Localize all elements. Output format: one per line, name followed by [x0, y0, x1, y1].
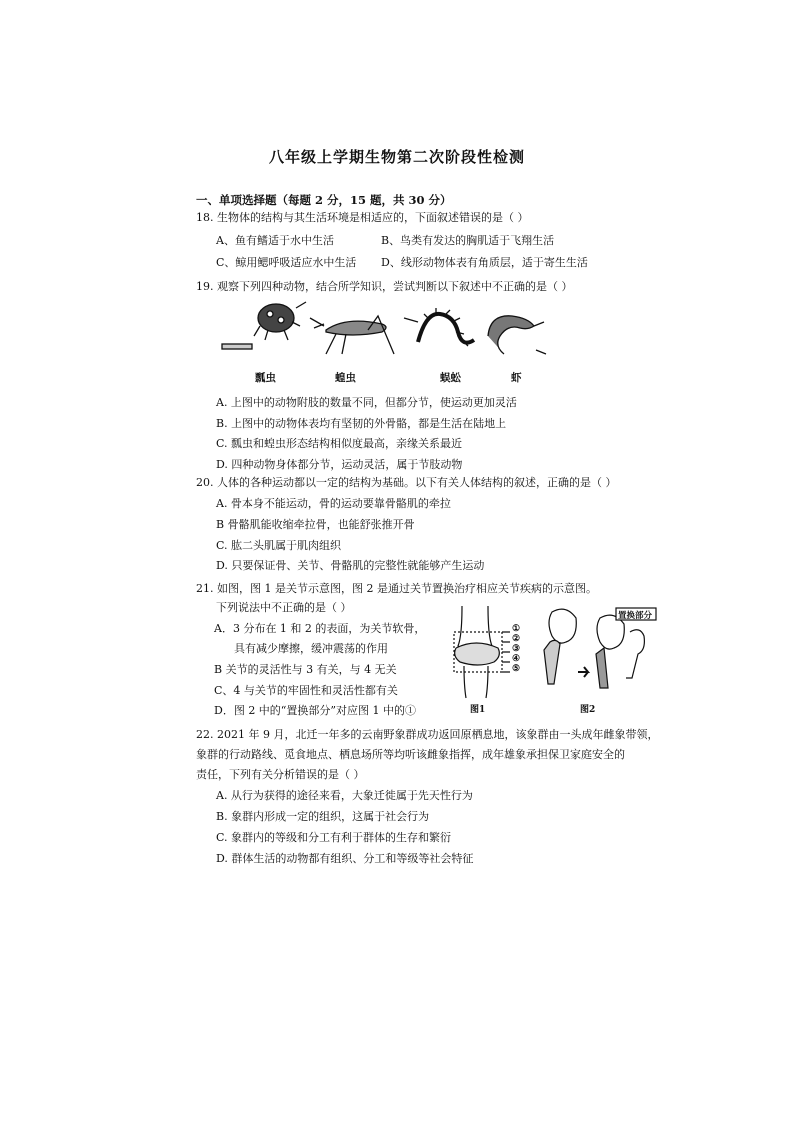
q20-stem: 20. 人体的各种运动都以一定的结构为基础。以下有关人体结构的叙述，正确的是（ ） — [196, 476, 617, 489]
q21-option-a: A．3 分布在 1 和 2 的表面，为关节软骨， — [214, 622, 426, 635]
q19-option-d: D. 四种动物身体都分节，运动灵活，属于节肢动物 — [216, 458, 463, 471]
q18-option-a: A、鱼有鳍适于水中生活 — [216, 234, 334, 247]
q22-stem-line3: 责任，下列有关分析错误的是（ ） — [196, 768, 365, 781]
q19-option-b: B. 上图中的动物体表均有坚韧的外骨骼，都是生活在陆地上 — [216, 417, 507, 430]
centipede-icon — [404, 308, 474, 346]
q22-option-b: B. 象群内形成一定的组织，这属于社会行为 — [216, 810, 430, 823]
q19-option-a: A. 上图中的动物附肢的数量不同，但都分节，使运动更加灵活 — [216, 396, 517, 409]
q21-stem-line2: 下列说法中不正确的是（ ） — [216, 601, 352, 614]
figure-1-label: 图1 — [470, 705, 486, 715]
animals-illustration — [218, 300, 558, 380]
animal-label-grasshopper: 蝗虫 — [335, 372, 356, 384]
marker-3: ③ — [512, 644, 521, 654]
section-heading: 一、单项选择题（每题 2 分，15 题，共 30 分） — [196, 193, 452, 207]
grasshopper-icon — [310, 316, 394, 354]
ladybug-icon — [222, 302, 306, 349]
q20-option-a: A. 骨本身不能运动，骨的运动要靠骨骼肌的牵拉 — [216, 497, 451, 510]
q18-option-b: B、鸟类有发达的胸肌适于飞翔生活 — [381, 234, 555, 247]
q22-option-c: C. 象群内的等级和分工有利于群体的生存和繁衍 — [216, 831, 452, 844]
animal-label-shrimp: 虾 — [511, 372, 522, 384]
q18-option-c: C、鲸用鳃呼吸适应水中生活 — [216, 256, 357, 269]
q20-option-b: B 骨骼肌能收缩牵拉骨，也能舒张推开骨 — [216, 518, 415, 531]
figure-2-label: 图2 — [580, 705, 596, 715]
q22-stem-line1: 22. 2021 年 9 月，北迁一年多的云南野象群成功返回原栖息地，该象群由一头成年雌象带领， — [196, 728, 659, 741]
page-title: 八年级上学期生物第二次阶段性检测 — [268, 148, 525, 166]
marker-4: ④ — [512, 654, 521, 664]
q21-option-a-cont: 具有减少摩擦，缓冲震荡的作用 — [234, 642, 388, 655]
q21-option-c: C、4 与关节的牢固性和灵活性都有关 — [214, 684, 398, 697]
q22-option-d: D. 群体生活的动物都有组织、分工和等级等社会特征 — [216, 852, 474, 865]
marker-1: ① — [512, 624, 521, 634]
q21-option-d: D．图 2 中的“置换部分”对应图 1 中的① — [214, 704, 417, 717]
q20-option-d: D. 只要保证骨、关节、骨骼肌的完整性就能够产生运动 — [216, 559, 485, 572]
replace-part-label: 置换部分 — [618, 611, 653, 621]
q19-stem: 19. 观察下列四种动物，结合所学知识，尝试判断以下叙述中不正确的是（ ） — [196, 280, 573, 293]
animal-label-centipede: 蜈蚣 — [440, 372, 461, 384]
q21-stem-line1: 21. 如图，图 1 是关节示意图，图 2 是通过关节置换治疗相应关节疾病的示意图。 — [196, 582, 597, 595]
q20-option-c: C. 肱二头肌属于肌肉组织 — [216, 539, 342, 552]
q22-option-a: A. 从行为获得的途径来看，大象迁徙属于先天性行为 — [216, 789, 473, 802]
shrimp-icon — [488, 316, 546, 354]
q22-stem-line2: 象群的行动路线、觅食地点、栖息场所等均听该雌象指挥，成年雄象承担保卫家庭安全的 — [196, 748, 625, 761]
q18-stem: 18. 生物体的结构与其生活环境是相适应的，下面叙述错误的是（ ） — [196, 211, 529, 224]
q21-option-b: B 关节的灵活性与 3 有关，与 4 无关 — [214, 663, 397, 676]
q18-option-d: D、线形动物体表有角质层，适于寄生生活 — [381, 256, 588, 269]
marker-2: ② — [512, 634, 521, 644]
marker-5: ⑤ — [512, 664, 521, 674]
animal-label-ladybug: 瓢虫 — [255, 372, 276, 384]
q19-option-c: C. 瓢虫和蝗虫形态结构相似度最高，亲缘关系最近 — [216, 437, 463, 450]
joint-figure — [440, 602, 660, 720]
